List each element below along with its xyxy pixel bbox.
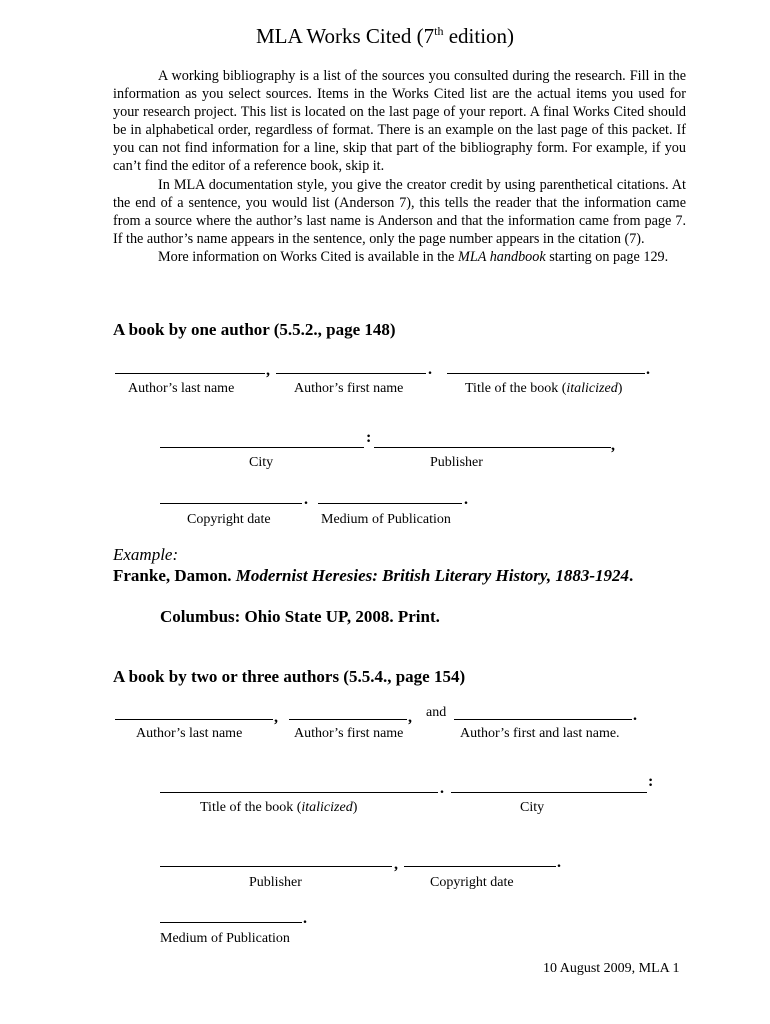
page-footer: 10 August 2009, MLA 1 <box>543 961 680 976</box>
comma: , <box>394 856 398 873</box>
intro-paragraph-3: More information on Works Cited is available in the MLA handbook starting on page 129. <box>158 248 669 265</box>
page-title: MLA Works Cited (7th edition) <box>255 24 515 48</box>
colon: : <box>366 429 372 446</box>
comma: , <box>611 437 615 454</box>
city-blank[interactable] <box>451 792 647 793</box>
intro-paragraph-2: In MLA documentation style, you give the creator credit by using parenthetical citations. At the end of a sentence, you would list (Anderson 7), this tells the reader that the information came from a source where the author’s last name is Anderson and that the information came from page 7. If the author’s name appears in the sentence, only the page number appears in the citation (7). <box>113 176 686 247</box>
publisher-blank[interactable] <box>160 866 392 867</box>
copyright-date-blank[interactable] <box>404 866 556 867</box>
medium-blank[interactable] <box>318 503 462 504</box>
label-author-last-name: Author’s last name <box>128 381 235 396</box>
author-first-name-blank[interactable] <box>276 373 426 374</box>
medium-blank[interactable] <box>160 922 302 923</box>
label-city: City <box>249 455 274 470</box>
label-second-author: Author’s first and last name. <box>460 726 620 741</box>
label-copyright-date: Copyright date <box>430 875 514 890</box>
book-title-blank[interactable] <box>160 792 438 793</box>
author-first-name-blank[interactable] <box>289 719 407 720</box>
intro-text <box>113 67 686 266</box>
book-title-blank[interactable] <box>447 373 645 374</box>
comma: , <box>408 709 412 726</box>
label-publisher: Publisher <box>430 455 483 470</box>
comma: , <box>274 709 278 726</box>
comma: , <box>266 362 270 379</box>
period: . <box>428 361 432 378</box>
period: . <box>633 707 637 724</box>
second-author-blank[interactable] <box>454 719 632 720</box>
label-medium: Medium of Publication <box>321 512 451 527</box>
label-book-title: Title of the book (italicized) <box>465 381 623 396</box>
example-line-2: Columbus: Ohio State UP, 2008. Print. <box>160 607 440 626</box>
intro-paragraph-1: A working bibliography is a list of the sources you consulted during the research. Fill in the information as you select sources. Items in the Works Cited list are the actual items you used for your research project. This list is located on the last page of your report. A final Works Cited should be in alphabetical order, regardless of format. There is an example on the last page of this packet. If you can not find information for a line, skip that part of the bibliography form. For example, if you can’t find the editor of a reference book, skip it. <box>113 68 686 175</box>
period: . <box>303 910 307 927</box>
period: . <box>646 361 650 378</box>
label-medium: Medium of Publication <box>160 931 290 946</box>
label-author-first-name: Author’s first name <box>294 726 404 741</box>
publisher-blank[interactable] <box>374 447 611 448</box>
period: . <box>557 854 561 871</box>
copyright-date-blank[interactable] <box>160 503 302 504</box>
period: . <box>464 491 468 508</box>
colon: : <box>648 773 654 790</box>
example-label: Example: <box>113 545 179 564</box>
period: . <box>440 780 444 797</box>
label-city: City <box>520 800 545 815</box>
label-copyright-date: Copyright date <box>187 512 271 527</box>
author-last-name-blank[interactable] <box>115 373 265 374</box>
section-heading-two-authors: A book by two or three authors (5.5.4., page 154) <box>113 667 466 686</box>
author-last-name-blank[interactable] <box>115 719 273 720</box>
section-heading-one-author: A book by one author (5.5.2., page 148) <box>113 320 396 339</box>
example-line-1: Franke, Damon. Modernist Heresies: British Literary History, 1883-1924. <box>113 566 634 585</box>
label-publisher: Publisher <box>249 875 302 890</box>
city-blank[interactable] <box>160 447 364 448</box>
label-book-title: Title of the book (italicized) <box>200 800 358 815</box>
label-author-first-name: Author’s first name <box>294 381 404 396</box>
period: . <box>304 491 308 508</box>
label-author-last-name: Author’s last name <box>136 726 243 741</box>
and-word: and <box>426 705 447 720</box>
